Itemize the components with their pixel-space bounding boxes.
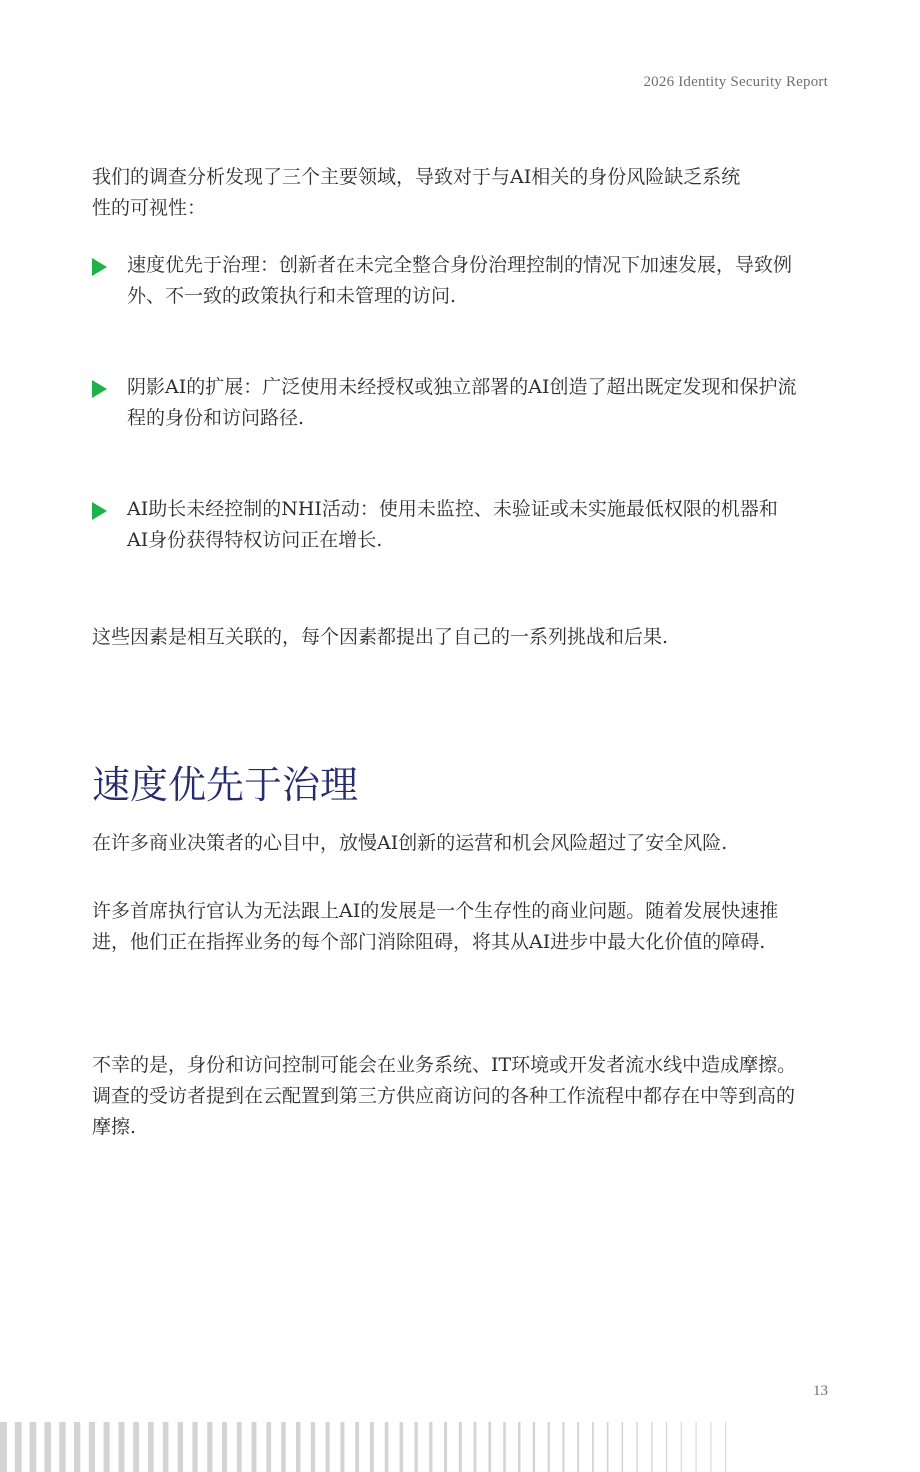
bullet-item-shadow-ai: [92, 372, 812, 434]
barcode-stripe: [296, 1422, 300, 1472]
barcode-stripe: [385, 1422, 389, 1472]
section-paragraph-2: 许多首席执行官认为无法跟上AI的发展是一个生存性的商业问题。随着发展快速推进，他们正在指挥业务的每个部门消除阻碍，将其从AI进步中最大化价值的障碍.: [92, 900, 779, 953]
barcode-stripe: [163, 1422, 169, 1472]
barcode-stripe: [370, 1422, 374, 1472]
barcode-stripe: [44, 1422, 51, 1472]
barcode-stripe: [340, 1422, 344, 1472]
bullet-text: 速度优先于治理：创新者在未完全整合身份治理控制的情况下加速发展，导致例外、不一致的政策执行和未管理的访问.: [127, 254, 793, 307]
barcode-stripe: [414, 1422, 417, 1472]
barcode-stripe: [666, 1422, 667, 1472]
barcode-stripe: [533, 1422, 535, 1472]
bullet-text: AI助长未经控制的NHI活动：使用未监控、未验证或未实施最低权限的机器和AI身份获得特权访问正在增长.: [127, 498, 778, 551]
barcode-stripe: [74, 1422, 80, 1472]
barcode-stripe: [266, 1422, 271, 1472]
barcode-stripe: [252, 1422, 257, 1472]
triangle-bullet-icon: [92, 258, 107, 276]
barcode-stripe: [488, 1422, 491, 1472]
barcode-stripe: [503, 1422, 506, 1472]
barcode-stripe: [444, 1422, 447, 1472]
barcode-stripe: [400, 1422, 404, 1472]
page-number: 13: [813, 1383, 828, 1399]
barcode-stripe: [562, 1422, 564, 1472]
section-paragraph-1: 在许多商业决策者的心目中，放慢AI创新的运营和机会风险超过了安全风险.: [92, 832, 728, 854]
barcode-stripe: [133, 1422, 139, 1472]
barcode-stripe: [15, 1422, 22, 1472]
barcode-stripe: [207, 1422, 212, 1472]
barcode-stripes-decoration: [0, 1422, 760, 1472]
bullet-item-speed: [92, 250, 812, 312]
barcode-stripe: [474, 1422, 477, 1472]
barcode-stripe: [59, 1422, 65, 1472]
barcode-stripe: [178, 1422, 183, 1472]
barcode-stripe: [222, 1422, 227, 1472]
report-title: 2026 Identity Security Report: [643, 74, 828, 90]
barcode-stripe: [118, 1422, 124, 1472]
triangle-bullet-icon: [92, 502, 107, 520]
barcode-stripe: [696, 1422, 697, 1472]
barcode-stripe: [104, 1422, 110, 1472]
barcode-stripe: [281, 1422, 286, 1472]
triangle-bullet-icon: [92, 380, 107, 398]
barcode-stripe: [725, 1422, 726, 1472]
barcode-stripe: [148, 1422, 154, 1472]
barcode-stripe: [192, 1422, 197, 1472]
factors-paragraph: 这些因素是相互关联的，每个因素都提出了自己的一系列挑战和后果.: [92, 626, 669, 648]
barcode-stripe: [607, 1422, 609, 1472]
barcode-stripe: [0, 1422, 7, 1472]
section-paragraph-3: 不幸的是，身份和访问控制可能会在业务系统、IT环境或开发者流水线中造成摩擦。调查的受访者提到在云配置到第三方供应商访问的各种工作流程中都存在中等到高的摩擦.: [92, 1054, 797, 1138]
barcode-stripe: [30, 1422, 37, 1472]
barcode-stripe: [592, 1422, 594, 1472]
intro-paragraph: 我们的调查分析发现了三个主要领域，导致对于与AI相关的身份风险缺乏系统性的可视性：: [92, 166, 741, 219]
bullet-text: 阴影AI的扩展：广泛使用未经授权或独立部署的AI创造了超出既定发现和保护流程的身份和访问路径.: [127, 376, 797, 429]
barcode-stripe: [710, 1422, 711, 1472]
section-heading: 速度优先于治理: [92, 763, 359, 807]
barcode-stripe: [459, 1422, 462, 1472]
barcode-stripe: [577, 1422, 579, 1472]
bullet-item-nhi-activity: [92, 494, 812, 556]
barcode-stripe: [311, 1422, 315, 1472]
barcode-stripe: [355, 1422, 359, 1472]
barcode-stripe: [636, 1422, 637, 1472]
barcode-stripe: [429, 1422, 432, 1472]
barcode-stripe: [622, 1422, 624, 1472]
barcode-stripe: [237, 1422, 242, 1472]
barcode-stripe: [651, 1422, 652, 1472]
barcode-stripe: [681, 1422, 682, 1472]
barcode-stripe: [326, 1422, 330, 1472]
barcode-stripe: [89, 1422, 95, 1472]
barcode-stripe: [518, 1422, 521, 1472]
barcode-stripe: [548, 1422, 550, 1472]
